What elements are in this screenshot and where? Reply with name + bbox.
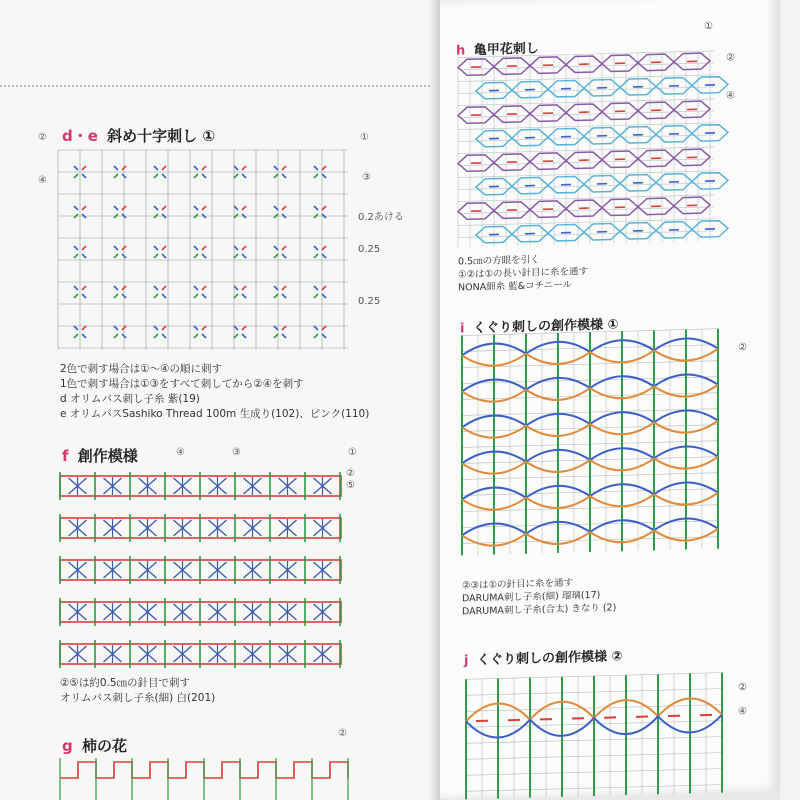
cross-stitch	[162, 326, 166, 330]
cross-stitch	[194, 206, 198, 210]
cross-stitch	[234, 294, 238, 298]
marker-3: ③	[232, 447, 241, 458]
marker-4: ④	[176, 447, 185, 458]
cross-stitch	[282, 174, 286, 178]
cross-stitch	[314, 174, 318, 178]
cross-stitch	[114, 334, 118, 338]
spacing-label: 0.25	[358, 296, 381, 307]
cross-stitch	[314, 334, 318, 338]
cross-stitch	[234, 334, 238, 338]
cross-stitch	[322, 174, 326, 178]
marker-1: ①	[360, 132, 369, 143]
cross-stitch	[194, 174, 198, 178]
cross-stitch	[282, 326, 286, 330]
cross-stitch	[202, 246, 206, 250]
note-line: e オリムパスSashiko Thread 100m 生成り(102)、ピンク(110)	[60, 408, 370, 420]
section-title-text: 亀甲花刺し	[473, 41, 539, 59]
cross-stitch	[274, 246, 278, 250]
cross-stitch	[322, 206, 326, 210]
note-line: NONA細糸 藍&コチニール	[458, 279, 573, 294]
cross-stitch	[322, 326, 326, 330]
cross-stitch	[314, 326, 318, 330]
cross-stitch	[202, 326, 206, 330]
cross-stitch	[162, 334, 166, 338]
section-number: ①	[202, 127, 216, 145]
sousaku-pattern-diagram	[58, 468, 348, 673]
cross-stitch	[234, 246, 238, 250]
section-j-title	[464, 645, 623, 668]
cross-stitch	[282, 286, 286, 290]
cross-stitch	[114, 246, 118, 250]
section-title-text: 斜め十字刺し	[107, 127, 198, 145]
cross-stitch	[282, 254, 286, 258]
cross-stitch	[274, 174, 278, 178]
note-line: 2色で刺す場合は①〜④の順に刺す	[60, 363, 223, 375]
marker-4: ④	[726, 90, 735, 102]
cross-stitch	[114, 294, 118, 298]
note-line: ①②は①の長い針目に糸を通す	[458, 266, 589, 281]
cross-stitch	[194, 166, 198, 170]
cross-stitch-diagram	[58, 150, 358, 360]
notes-i	[462, 575, 616, 618]
note-line: 1色で刺す場合は①③をすべて刺してから②④を刺す	[60, 378, 304, 390]
marker-5: ⑤	[346, 480, 355, 491]
cross-stitch	[242, 294, 246, 298]
notes-de	[60, 362, 369, 422]
dotted-divider	[0, 85, 430, 87]
notes-f	[60, 676, 215, 706]
cross-stitch	[74, 166, 78, 170]
section-f-title	[62, 445, 138, 466]
marker-2: ②	[738, 681, 747, 694]
cross-stitch	[274, 334, 278, 338]
cross-stitch	[282, 334, 286, 338]
cross-stitch	[162, 294, 166, 298]
cross-stitch	[114, 326, 118, 330]
next-page-edge	[780, 0, 800, 800]
note-line: DARUMA刺し子糸(細) 瑠璃(17)	[462, 589, 601, 605]
marker-4: ④	[38, 175, 47, 186]
cross-stitch	[74, 326, 78, 330]
section-number: ①	[607, 317, 619, 333]
cross-stitch	[282, 246, 286, 250]
cross-stitch	[82, 206, 86, 210]
cross-stitch	[242, 286, 246, 290]
cross-stitch	[314, 286, 318, 290]
cross-stitch	[274, 294, 278, 298]
cross-stitch	[82, 166, 86, 170]
cross-stitch	[282, 166, 286, 170]
section-title-text: くぐり刺しの創作模様	[473, 317, 604, 337]
cross-stitch	[82, 254, 86, 258]
cross-stitch	[314, 246, 318, 250]
section-letter: i	[460, 321, 465, 337]
cross-stitch	[82, 326, 86, 330]
cross-stitch	[154, 206, 158, 210]
cross-stitch	[114, 254, 118, 258]
cross-stitch	[202, 166, 206, 170]
cross-stitch	[154, 166, 158, 170]
right-page	[440, 0, 780, 800]
section-number: ②	[611, 649, 623, 665]
marker-2: ②	[726, 52, 735, 64]
spacing-label: 0.2あける	[358, 212, 404, 223]
kuguri-pattern-1-diagram	[462, 329, 724, 566]
cross-stitch	[194, 254, 198, 258]
cross-stitch	[234, 206, 238, 210]
kuguri-pattern-2-diagram	[466, 673, 726, 800]
cross-stitch	[274, 206, 278, 210]
section-letter: h	[456, 43, 466, 59]
cross-stitch	[162, 286, 166, 290]
marker-1: ①	[704, 20, 713, 33]
marker-1: ①	[348, 447, 357, 458]
cross-stitch	[194, 286, 198, 290]
cross-stitch	[322, 286, 326, 290]
section-title-text: くぐり刺しの創作模様	[477, 649, 608, 669]
cross-stitch	[242, 174, 246, 178]
cross-stitch	[82, 246, 86, 250]
cross-stitch	[194, 246, 198, 250]
cross-stitch	[74, 294, 78, 298]
cross-stitch	[242, 254, 246, 258]
cross-stitch	[74, 254, 78, 258]
marker-3: ③	[362, 172, 371, 183]
marker-2: ②	[38, 132, 47, 143]
cross-stitch	[82, 286, 86, 290]
cross-stitch	[82, 174, 86, 178]
cross-stitch	[154, 246, 158, 250]
cross-stitch	[242, 326, 246, 330]
section-letter: g	[62, 737, 73, 755]
cross-stitch	[282, 294, 286, 298]
cross-stitch	[234, 254, 238, 258]
cross-stitch	[74, 286, 78, 290]
cross-stitch	[242, 166, 246, 170]
note-line: ②③は①の針目に糸を通す	[462, 577, 574, 592]
cross-stitch	[234, 174, 238, 178]
marker-2: ②	[346, 468, 355, 479]
cross-stitch	[162, 246, 166, 250]
cross-stitch	[154, 254, 158, 258]
marker-2: ②	[338, 728, 347, 739]
note-line: d オリムパス刺し子糸 紫(19)	[60, 393, 200, 405]
cross-stitch	[154, 294, 158, 298]
cross-stitch	[234, 286, 238, 290]
cross-stitch	[242, 334, 246, 338]
cross-stitch	[282, 206, 286, 210]
cross-stitch	[154, 286, 158, 290]
cross-stitch	[202, 334, 206, 338]
marker-4: ④	[738, 705, 747, 718]
cross-stitch	[202, 294, 206, 298]
section-letter: d・e	[62, 127, 98, 145]
section-letter: f	[62, 447, 69, 465]
cross-stitch	[162, 206, 166, 210]
cross-stitch	[114, 174, 118, 178]
section-title-text: 柿の花	[81, 737, 127, 755]
cross-stitch	[194, 334, 198, 338]
cross-stitch	[242, 206, 246, 210]
cross-stitch	[322, 246, 326, 250]
cross-stitch	[162, 254, 166, 258]
cross-stitch	[322, 166, 326, 170]
spacing-label: 0.25	[358, 244, 381, 255]
cross-stitch	[274, 326, 278, 330]
cross-stitch	[202, 286, 206, 290]
note-line: 0.5㎝の方眼を引く	[458, 254, 540, 268]
note-line: ②⑤は約0.5㎝の針目で刺す	[60, 677, 191, 689]
cross-stitch	[114, 166, 118, 170]
section-title-text: 創作模様	[77, 447, 138, 465]
section-letter: j	[464, 653, 469, 669]
cross-stitch	[74, 206, 78, 210]
cross-stitch	[162, 166, 166, 170]
cross-stitch	[74, 174, 78, 178]
cross-stitch	[234, 166, 238, 170]
cross-stitch	[322, 294, 326, 298]
cross-stitch	[202, 174, 206, 178]
cross-stitch	[114, 286, 118, 290]
cross-stitch	[234, 326, 238, 330]
cross-stitch	[114, 206, 118, 210]
cross-stitch	[274, 286, 278, 290]
cross-stitch	[202, 254, 206, 258]
section-g-title	[62, 735, 127, 756]
note-line: オリムパス刺し子糸(細) 白(201)	[60, 692, 216, 704]
note-line: DARUMA刺し子糸(合太) きなり (2)	[462, 602, 617, 618]
cross-stitch	[82, 294, 86, 298]
cross-stitch	[194, 326, 198, 330]
cross-stitch	[194, 294, 198, 298]
cross-stitch	[242, 246, 246, 250]
cross-stitch	[74, 246, 78, 250]
cross-stitch	[314, 254, 318, 258]
cross-stitch	[274, 254, 278, 258]
cross-stitch	[322, 334, 326, 338]
cross-stitch	[314, 166, 318, 170]
cross-stitch	[162, 174, 166, 178]
cross-stitch	[202, 206, 206, 210]
cross-stitch	[314, 294, 318, 298]
cross-stitch	[74, 334, 78, 338]
cross-stitch	[322, 254, 326, 258]
notes-h	[458, 252, 588, 294]
kikko-hana-diagram	[458, 51, 720, 254]
kaki-no-hana-diagram	[58, 758, 348, 800]
cross-stitch	[154, 334, 158, 338]
cross-stitch	[314, 206, 318, 210]
cross-stitch	[154, 174, 158, 178]
marker-2: ②	[738, 341, 747, 354]
cross-stitch	[274, 166, 278, 170]
cross-stitch	[154, 326, 158, 330]
section-de-title	[62, 125, 215, 146]
cross-stitch	[82, 334, 86, 338]
